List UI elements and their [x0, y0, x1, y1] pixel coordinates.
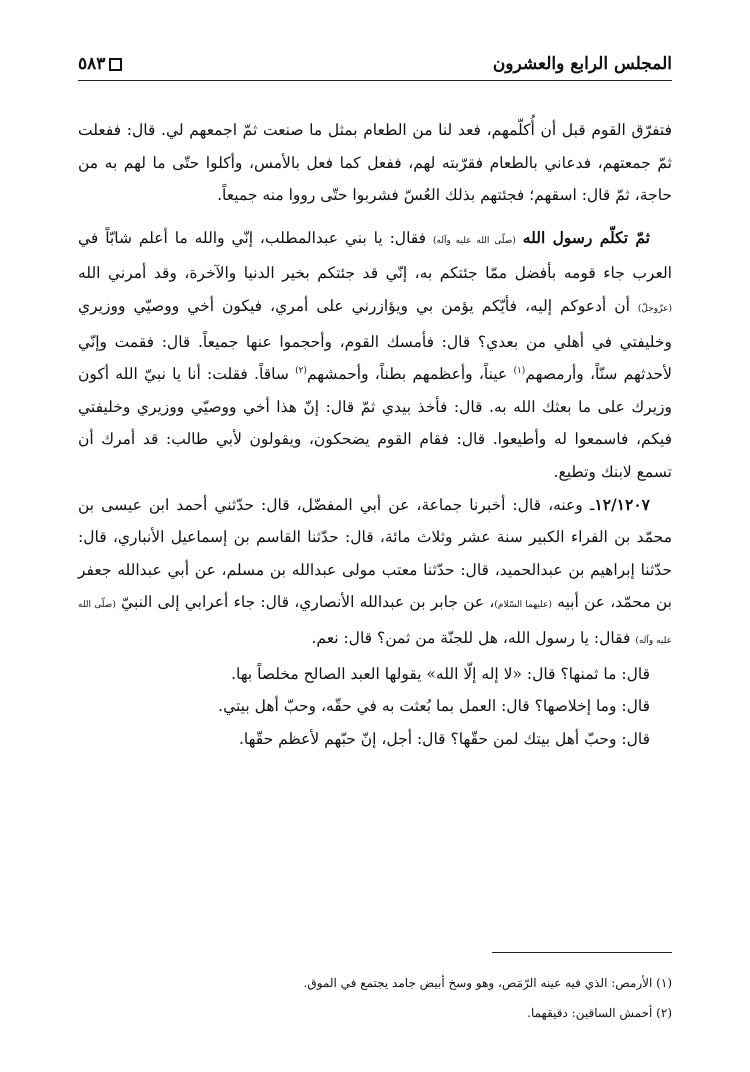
hadith-number: ١٢/١٢٠٧ [594, 494, 650, 514]
paragraph-3 [78, 489, 672, 658]
page-box-icon [109, 58, 122, 71]
p2-lead: ثمّ تكلّم رسول الله [522, 227, 650, 247]
footnotes [78, 968, 672, 1028]
p3-text-b: ، عن جابر بن عبدالله الأنصاري، قال: جاء أعرابي إلى النبيّ [121, 593, 495, 612]
p2-text-d: عيناً، وأعظمهم بطناً، وأحمشهم [306, 365, 508, 384]
paragraph-2 [78, 222, 672, 489]
footnote-ref-2[interactable]: (٢) [295, 366, 307, 376]
footnote-divider [492, 952, 672, 953]
main-text [78, 114, 672, 755]
paragraph-4: قال: ما ثمنها؟ قال: «لا إله إلّا الله» يقولها العبد الصالح مخلصاً بها. [231, 664, 650, 683]
p2-text-b: فقال: يا بني عبدالمطلب، إنّي والله ما أعلم شابّاً في العرب جاء قومه بأفضل ممّا جئتكم به، إنّي قد جئتكم بخير الدنيا والآخرة، وقد أمرني الله [78, 228, 672, 283]
p2-honorific: (صلّى الله عليه وآله) [432, 235, 516, 246]
p3-text-c: فقال: يا رسول الله، هل للجنّة من ثمن؟ قال: نعم. [311, 628, 631, 647]
p3-honorific-1: (عليهما السّلام) [494, 600, 552, 611]
footnote-1: (١) الأرمص: الذي فيه عينه الرّمَص، وهو وسخ أبيض جامد يجتمع في الموق. [303, 976, 672, 990]
p2-azza: (عزّوجلّ) [637, 303, 672, 314]
footnote-2: (٢) أحمش الساقين: دقيقهما. [527, 1006, 672, 1020]
p3-text-a: ـ وعنه، قال: أخبرنا جماعة، عن أبي المفضّل، قال: حدّثني أحمد ابن عيسى بن محمّد بن الفراء الكبير سنة عشر وثلاث مائة، قال: حدّثنا القاسم بن إسماعيل الأنباري، قال: حدّثنا إبراهيم بن عبدالحميد، قال: حدّثنا معتب مولى عبدالله بن مسلم، عن أبي عبدالله جعفر بن محمّد، عن أبيه [78, 495, 672, 612]
p2-text-c: أن أدعوكم إليه، فأيّكم يؤمن بي ويؤازرني على أمري، فيكون أخي ووصيّي ووزيري وخليفتي في أهلي من بعدي؟ قال: فأمسك القوم، وأحجموا عنها جميعاً. قال: فقمت وإنّي لأحدثهم سنّاً، وأرمصهم [78, 296, 672, 384]
chapter-title: المجلس الرابع والعشرون [492, 54, 672, 74]
footnote-ref-1[interactable]: (١) [513, 366, 526, 376]
header-divider [78, 80, 672, 81]
paragraph-6: قال: وحبّ أهل بيتك لمن حقّها؟ قال: أجل، إنّ حبّهم لأعظم حقّها. [238, 729, 650, 748]
p2-text-e: ساقاً. فقلت: أنا يا نبيّ الله أكون وزيرك على ما بعثك الله به. قال: فأخذ بيدي ثمّ قال: إنّ هذا أخي ووصيّي ووزيري وخليفتي فيكم، فاسمعوا له وأطيعوا. قال: فقام القوم يضحكون، ويقولون لأبي طالب: قد أمرك أن تسمع لابنك وتطيع. [78, 365, 672, 481]
paragraph-1: فتفرّق القوم قبل أن أُكلّمهم، فعد لنا من الطعام بمثل ما صنعت ثمّ اجمعهم لي. قال: ففعلت ثمّ جمعتهم، فدعاني بالطعام فقرّبته لهم، ففعل كما فعل بالأمس، وأكلوا حتّى ما لهم به من حاجة، ثمّ قال: اسقهم؛ فجئتهم بذلك العُسّ فشربوا حتّى رووا منه جميعاً. [78, 121, 672, 205]
p3-honorific-2: (صلّى الله عليه وآله) [78, 600, 672, 646]
page-number-group [78, 54, 122, 74]
paragraph-5: قال: وما إخلاصها؟ قال: العمل بما بُعثت به في حقّه، وحبّ أهل بيتي. [218, 697, 650, 716]
running-header [78, 44, 672, 74]
page-number: ٥٨٣ [78, 54, 106, 74]
